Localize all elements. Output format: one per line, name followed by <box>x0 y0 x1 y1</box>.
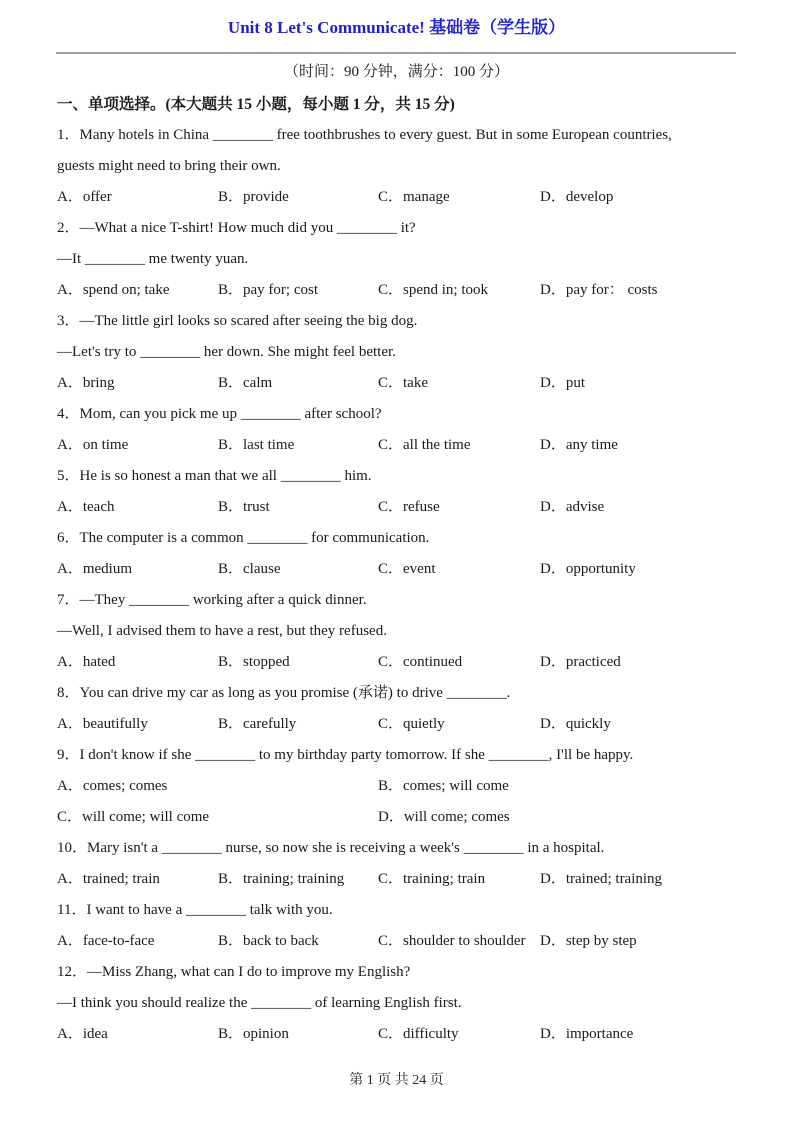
question-2-option-A: A．spend on; take <box>57 282 170 298</box>
header-divider <box>56 52 736 54</box>
question-1-options-row <box>0 182 793 213</box>
question-4-option-C: C．all the time <box>378 437 471 453</box>
question-3-stem-line: 3．—The little girl looks so scared after seeing the big dog. <box>57 313 418 329</box>
question-9-option-D: D．will come; comes <box>378 809 510 825</box>
question-3-option-A: A．bring <box>57 375 115 391</box>
question-6-option-D: D．opportunity <box>540 561 636 577</box>
question-10-option-B: B．training; training <box>218 871 345 887</box>
question-list <box>0 120 793 1050</box>
question-3-options-row <box>0 368 793 399</box>
question-1-option-B: B．provide <box>218 189 289 205</box>
question-5-option-B: B．trust <box>218 499 270 515</box>
question-7-options-row <box>0 647 793 678</box>
question-1-option-A: A．offer <box>57 189 112 205</box>
question-9-options-row <box>0 771 793 802</box>
question-6-option-B: B．clause <box>218 561 281 577</box>
question-1-option-C: C．manage <box>378 189 450 205</box>
question-7-option-D: D．practiced <box>540 654 621 670</box>
question-11-option-D: D．step by step <box>540 933 637 949</box>
question-12-options-row <box>0 1019 793 1050</box>
question-9-option-C: C．will come; will come <box>57 809 210 825</box>
question-7-option-A: A．hated <box>57 654 116 670</box>
question-2-option-B: B．pay for; cost <box>218 282 318 298</box>
question-6-options-row <box>0 554 793 585</box>
question-10-option-C: C．training; train <box>378 871 486 887</box>
document-title: Unit 8 Let's Communicate! 基础卷（学生版） <box>227 18 566 37</box>
question-12-option-D: D．importance <box>540 1026 634 1042</box>
question-4-option-D: D．any time <box>540 437 618 453</box>
question-12-option-B: B．opinion <box>218 1026 289 1042</box>
question-5-option-D: D．advise <box>540 499 605 515</box>
section-heading: 一、单项选择。(本大题共 15 小题，每小题 1 分，共 15 分) <box>57 96 455 113</box>
question-12-option-A: A．idea <box>57 1026 108 1042</box>
question-8-stem-line: 8．You can drive my car as long as you promise (承诺) to drive ________. <box>57 685 511 701</box>
question-5-options-row <box>0 492 793 523</box>
question-6-option-A: A．medium <box>57 561 132 577</box>
question-7-stem-line: 7．—They ________ working after a quick dinner. <box>57 592 367 608</box>
question-1-stem-line: 1．Many hotels in China ________ free toothbrushes to every guest. But in some European countries, <box>57 127 672 143</box>
question-7-option-B: B．stopped <box>218 654 290 670</box>
question-12-stem-line: —I think you should realize the ________ of learning English first. <box>57 995 462 1011</box>
question-10-options-row <box>0 864 793 895</box>
question-12-stem-line: 12．—Miss Zhang, what can I do to improve my English? <box>57 964 411 980</box>
question-3-option-B: B．calm <box>218 375 273 391</box>
question-5-option-A: A．teach <box>57 499 115 515</box>
question-5-stem-line: 5．He is so honest a man that we all ________ him. <box>57 468 372 484</box>
question-8-option-A: A．beautifully <box>57 716 148 732</box>
question-4-options-row <box>0 430 793 461</box>
question-9-option-A: A．comes; comes <box>57 778 168 794</box>
question-11-option-B: B．back to back <box>218 933 319 949</box>
question-4-option-B: B．last time <box>218 437 295 453</box>
question-6-stem-line: 6．The computer is a common ________ for communication. <box>57 530 430 546</box>
question-12-option-C: C．difficulty <box>378 1026 459 1042</box>
question-11-stem-line: 11．I want to have a ________ talk with you. <box>57 902 333 918</box>
question-11-options-row <box>0 926 793 957</box>
question-11-option-C: C．shoulder to shoulder <box>378 933 526 949</box>
question-10-stem-line: 10．Mary isn't a ________ nurse, so now she is receiving a week's ________ in a hospital. <box>57 840 605 856</box>
question-9-option-B: B．comes; will come <box>378 778 509 794</box>
question-5-option-C: C．refuse <box>378 499 440 515</box>
question-8-option-B: B．carefully <box>218 716 297 732</box>
question-4-option-A: A．on time <box>57 437 129 453</box>
question-2-options-row <box>0 275 793 306</box>
question-2-option-C: C．spend in; took <box>378 282 489 298</box>
question-8-option-C: C．quietly <box>378 716 445 732</box>
page-number: 第 1 页 共 24 页 <box>349 1073 444 1088</box>
question-3-option-C: C．take <box>378 375 428 391</box>
question-7-stem-line: —Well, I advised them to have a rest, but they refused. <box>57 623 387 639</box>
question-2-option-D: D．pay for： costs <box>540 282 658 298</box>
question-2-stem-line: —It ________ me twenty yuan. <box>57 251 249 267</box>
question-1-option-D: D．develop <box>540 189 614 205</box>
question-3-option-D: D．put <box>540 375 586 391</box>
question-8-options-row <box>0 709 793 740</box>
question-9-options-row <box>0 802 793 833</box>
question-6-option-C: C．event <box>378 561 436 577</box>
question-4-stem-line: 4．Mom, can you pick me up ________ after school? <box>57 406 382 422</box>
question-2-stem-line: 2．—What a nice T-shirt! How much did you ________ it? <box>57 220 416 236</box>
question-11-option-A: A．face-to-face <box>57 933 155 949</box>
question-10-option-A: A．trained; train <box>57 871 160 887</box>
question-1-stem-line: guests might need to bring their own. <box>57 158 281 174</box>
exam-time-score-info: （时间：90 分钟，满分：100 分） <box>283 64 509 80</box>
question-10-option-D: D．trained; training <box>540 871 663 887</box>
question-9-stem-line: 9．I don't know if she ________ to my birthday party tomorrow. If she ________, I'll be happy. <box>57 747 634 763</box>
question-7-option-C: C．continued <box>378 654 463 670</box>
question-8-option-D: D．quickly <box>540 716 611 732</box>
question-3-stem-line: —Let's try to ________ her down. She might feel better. <box>57 344 396 360</box>
